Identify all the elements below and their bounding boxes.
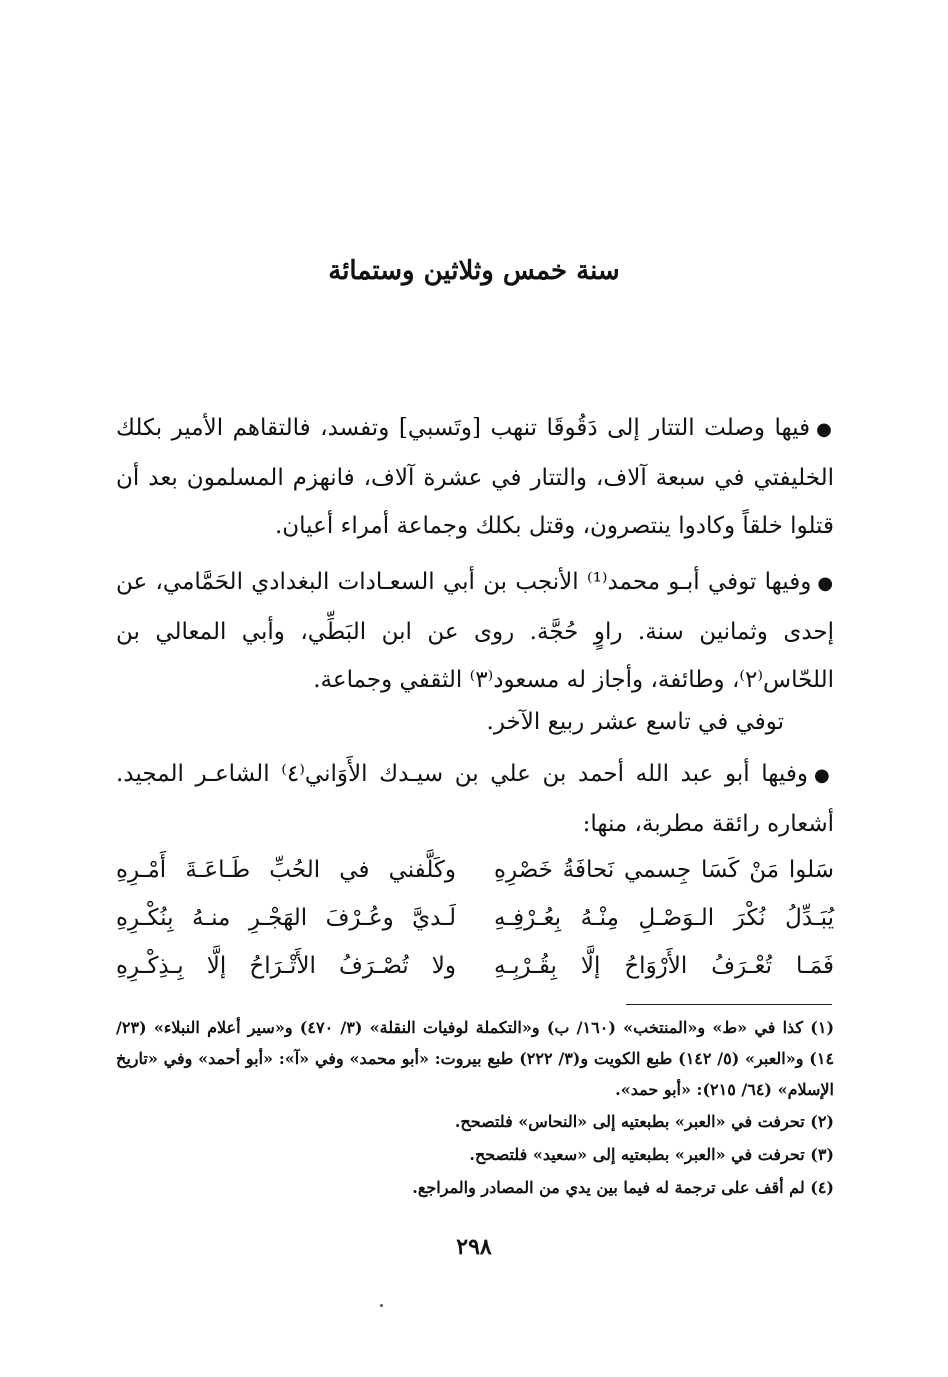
footnote-4: (٤) لم أقف على ترجمة له فيما بين يدي من المصادر والمراجع. (412, 1178, 834, 1197)
footnote-1: (١) كذا في «ط» و«المنتخب» (١٦٠/ ب) و«التكملة لوفيات النقلة» (٣/ ٤٧٠) و«سير أعلام النبلاء» (٢٣/ ١٤) و«العبر» (٥/ ١٤٢) طبع الكويت و(٣/ ٢٢٢) طبع بيروت: «أبو محمد» وفي «آ»: «أبو أحمد» وفي «تاريخ الإسلام» (٦٤/ ٢١٥): «أبو حمد». (116, 1018, 835, 1099)
verse-second-hemistich: وكَلَّفني في الحُبِّ طَـاعَـةَ أَمْـرِهِ (116, 857, 456, 883)
section-title: سنة خمس وثلاثين وستمائة (328, 256, 620, 286)
verse-second-hemistich: لَـديَّ وعُـرْفَ الهَجْـرِ منـهُ بِنُكْـرِهِ (116, 905, 456, 931)
poem-verse (116, 942, 834, 990)
paragraph-obituary-anjab (116, 558, 834, 704)
verse-first-hemistich: يُبَـدِّلُ نُكْرَ الـوَصْـلِ مِنْـهُ بِعُـرْفِـهِ (494, 905, 834, 931)
paragraph-death-date (116, 698, 784, 746)
speck (380, 1304, 383, 1307)
paragraph-tatar-invasion (116, 404, 834, 550)
paragraph-text: فيها وصلت التتار إلى دَقُوقَا تنهب [وتَسبي] وتفسد، فالتقاهم الأمير بكلك الخليفتي في سبعة آلاف، والتتار في عشرة آلاف، فانهزم المسلمون بعد أن قتلوا خلقاً وكادوا ينتصرون، وقتل بكلك وجماعة أمراء أعيان. (116, 415, 834, 539)
poem-verses (116, 846, 834, 990)
footnote-2: (٢) تحرفت في «العبر» بطبعتيه إلى «النحاس» فلتصحح. (454, 1112, 834, 1131)
footnotes (116, 1012, 834, 1204)
verse-second-hemistich: ولا تُصْـرَفُ الأَتْـرَاحُ إلَّا بِـذِكْـرِهِ (116, 953, 456, 979)
poem-verse (116, 846, 834, 894)
page-number: ٢٩٨ (456, 1234, 492, 1260)
paragraph-text: توفي في تاسع عشر ربيع الآخر. (486, 709, 784, 735)
poem-verse (116, 894, 834, 942)
verse-first-hemistich: فَمَـا تُعْـرَفُ الأَرْوَاحُ إلَّا بِقُـرْبِـهِ (494, 953, 834, 979)
bullet-icon: ● (813, 765, 834, 786)
bullet-icon: ● (817, 573, 834, 594)
footnote-3: (٣) تحرفت في «العبر» بطبعتيه إلى «سعيد» فلتصحح. (469, 1145, 834, 1164)
paragraph-poet-awani (116, 750, 834, 848)
bullet-icon: ● (816, 419, 834, 440)
paragraph-text: وفيها أبو عبد الله أحمد بن علي بن سيـدك الأَوَاني⁽٤⁾ الشاعـر المجيد. أشعاره رائقة مطربة، منها: (116, 761, 834, 837)
verse-first-hemistich: سَلوا مَنْ كَسَا جِسمي نَحافَةُ خَصْرِهِ (494, 857, 834, 883)
footnote-separator (626, 1004, 832, 1005)
paragraph-text: وفيها توفي أبـو محمد⁽¹⁾ الأنجب بن أبي السعـادات البغدادي الحَمَّامي، عن إحدى وثمانين سنة. راوٍ حُجَّة. روى عن ابن البَطِّي، وأبي المعالي بن اللحّاس⁽٢⁾، وطائفة، وأجاز له مسعود⁽٣⁾ الثقفي وجماعة. (116, 569, 834, 693)
